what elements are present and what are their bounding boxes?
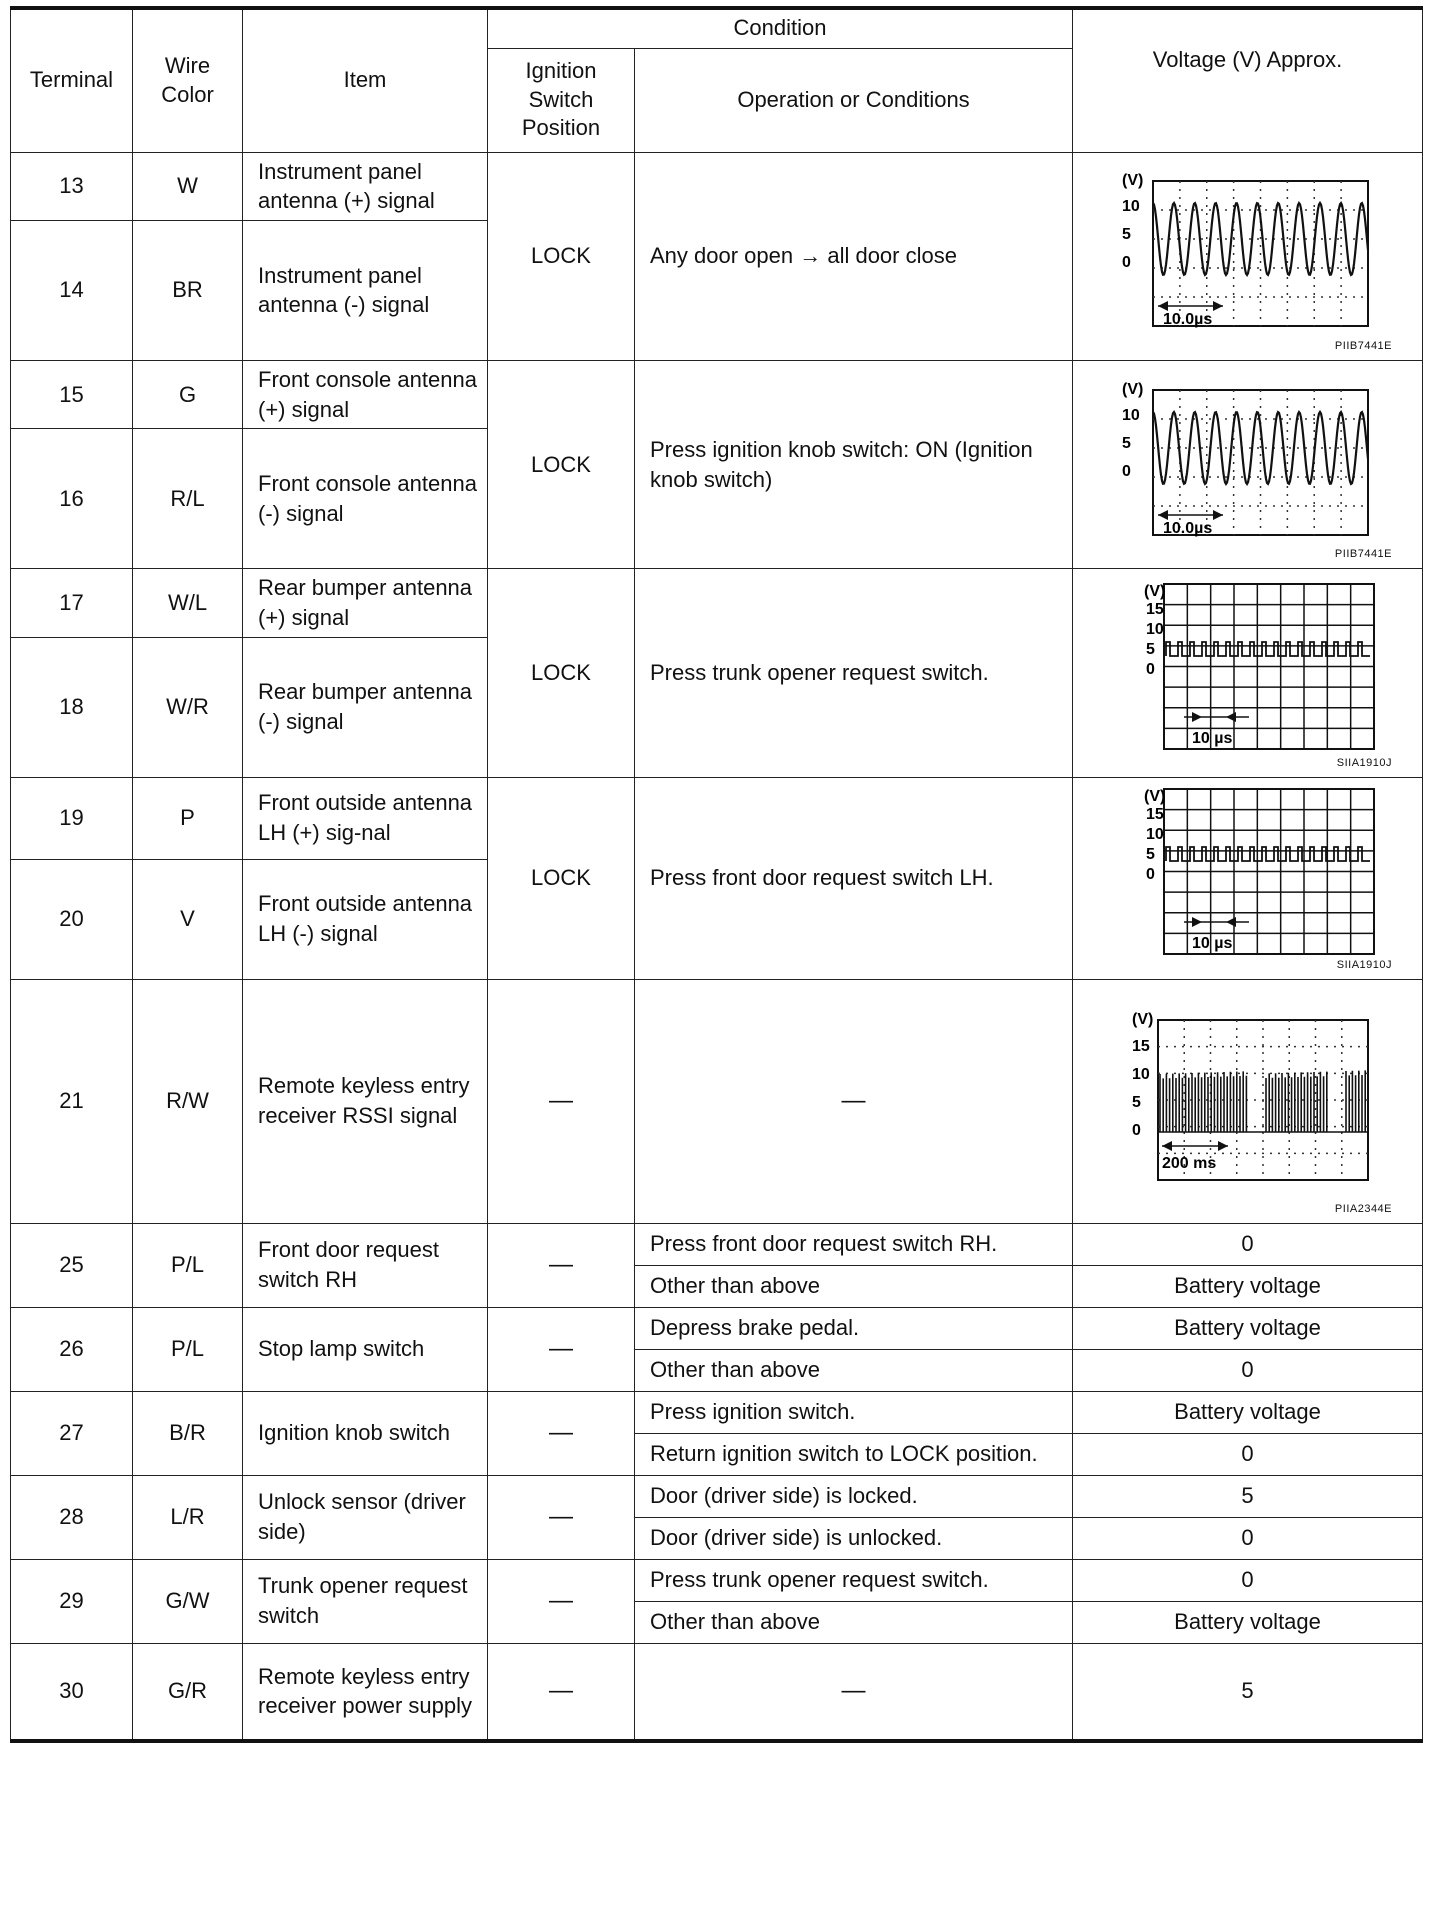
table-row [11, 1307, 1423, 1349]
wire-color-cell: P/L [133, 1307, 243, 1391]
operation-cell: — [635, 1643, 1073, 1741]
voltage-cell: 0 [1073, 1433, 1423, 1475]
header-item: Item [243, 8, 488, 152]
table-row [11, 777, 1423, 859]
tick-label: 5 [1131, 1094, 1141, 1112]
table-body [11, 152, 1423, 1741]
table-row [11, 1391, 1423, 1433]
tick-label: 15 [1145, 600, 1164, 618]
operation-cell: Return ignition switch to LOCK position. [635, 1433, 1073, 1475]
tick-label: 10 [1131, 1066, 1150, 1084]
signal-trace [1166, 642, 1370, 656]
table-row [11, 1475, 1423, 1517]
operation-cell: Any door open → all door close [635, 152, 1073, 360]
ignition-cell: — [488, 1391, 635, 1475]
tick-label: 10 [1145, 826, 1164, 844]
voltage-cell: Battery voltage [1073, 1265, 1423, 1307]
signal-trace [1166, 847, 1370, 861]
item-cell: Front outside antenna LH (-) signal [243, 859, 488, 979]
ignition-cell: LOCK [488, 777, 635, 979]
wire-color-cell: W/L [133, 569, 243, 637]
terminal-cell: 16 [11, 429, 133, 569]
tick-label: 15 [1145, 806, 1164, 824]
item-cell: Rear bumper antenna (-) signal [243, 637, 488, 777]
wire-color-cell: W [133, 152, 243, 220]
time-division-label: 10 µs [1191, 935, 1232, 953]
time-division-label: 10.0µs [1162, 311, 1212, 329]
item-cell: Unlock sensor (driver side) [243, 1475, 488, 1559]
operation-cell: Press trunk opener request switch. [635, 1559, 1073, 1601]
operation-cell: Press ignition switch. [635, 1391, 1073, 1433]
terminal-cell: 20 [11, 859, 133, 979]
header-wire-color: Wire Color [133, 8, 243, 152]
ignition-cell: LOCK [488, 569, 635, 777]
terminal-cell: 27 [11, 1391, 133, 1475]
time-division-label: 200 ms [1161, 1155, 1216, 1173]
ignition-cell: — [488, 1643, 635, 1741]
terminal-cell: 21 [11, 979, 133, 1223]
wire-color-cell: G [133, 360, 243, 428]
wire-color-cell: R/W [133, 979, 243, 1223]
oscilloscope-waveform [1108, 783, 1388, 973]
oscilloscope-waveform [1108, 1006, 1388, 1196]
item-cell: Trunk opener request switch [243, 1559, 488, 1643]
terminal-cell: 13 [11, 152, 133, 220]
operation-cell: Press front door request switch RH. [635, 1223, 1073, 1265]
time-division-label: 10 µs [1191, 729, 1232, 747]
tick-label: 0 [1145, 660, 1155, 678]
tick-label: 5 [1145, 846, 1155, 864]
axis-unit-label: (V) [1143, 788, 1165, 806]
ignition-cell: — [488, 1307, 635, 1391]
operation-cell: Press ignition knob switch: ON (Ignition knob switch) [635, 360, 1073, 568]
table-row [11, 1223, 1423, 1265]
figure-code: PIIB7441E [1334, 548, 1393, 561]
item-cell: Front console antenna (+) signal [243, 360, 488, 428]
operation-cell: Door (driver side) is locked. [635, 1475, 1073, 1517]
terminal-cell: 19 [11, 777, 133, 859]
voltage-cell: 0 [1073, 1517, 1423, 1559]
terminal-cell: 18 [11, 637, 133, 777]
wire-color-cell: L/R [133, 1475, 243, 1559]
oscilloscope-waveform [1108, 161, 1388, 351]
terminal-cell: 28 [11, 1475, 133, 1559]
tick-label: 0 [1145, 866, 1155, 884]
ignition-cell: — [488, 1559, 635, 1643]
table-row [11, 979, 1423, 1223]
waveform-cell [1073, 569, 1423, 777]
ignition-cell: — [488, 1223, 635, 1307]
time-division-label: 10.0µs [1162, 519, 1212, 537]
terminal-cell: 14 [11, 220, 133, 360]
waveform-cell [1073, 777, 1423, 979]
voltage-cell: 0 [1073, 1349, 1423, 1391]
wire-color-cell: G/R [133, 1643, 243, 1741]
terminal-table [10, 6, 1423, 1743]
wire-color-cell: P/L [133, 1223, 243, 1307]
voltage-cell: 5 [1073, 1475, 1423, 1517]
table-row [11, 1643, 1423, 1741]
operation-cell: Press front door request switch LH. [635, 777, 1073, 979]
tick-label: 10 [1121, 198, 1140, 216]
ignition-cell: — [488, 1475, 635, 1559]
terminal-cell: 26 [11, 1307, 133, 1391]
figure-code: SIIA1910J [1336, 756, 1393, 769]
header-terminal: Terminal [11, 8, 133, 152]
axis-unit-label: (V) [1121, 172, 1143, 190]
tick-label: 5 [1121, 226, 1131, 244]
figure-code: PIIB7441E [1334, 339, 1393, 352]
voltage-cell: Battery voltage [1073, 1307, 1423, 1349]
operation-cell: Press trunk opener request switch. [635, 569, 1073, 777]
voltage-cell: Battery voltage [1073, 1601, 1423, 1643]
ignition-cell: — [488, 979, 635, 1223]
tick-label: 0 [1121, 462, 1131, 480]
operation-cell: Depress brake pedal. [635, 1307, 1073, 1349]
ignition-cell: LOCK [488, 360, 635, 568]
oscilloscope-waveform [1108, 578, 1388, 768]
waveform-cell [1073, 979, 1423, 1223]
terminal-cell: 29 [11, 1559, 133, 1643]
voltage-cell: 0 [1073, 1559, 1423, 1601]
tick-label: 10 [1121, 406, 1140, 424]
item-cell: Rear bumper antenna (+) signal [243, 569, 488, 637]
table-row [11, 569, 1423, 637]
figure-code: SIIA1910J [1336, 958, 1393, 971]
operation-cell: Door (driver side) is unlocked. [635, 1517, 1073, 1559]
voltage-cell: 5 [1073, 1643, 1423, 1741]
header-voltage: Voltage (V) Approx. [1073, 8, 1423, 152]
waveform-cell [1073, 360, 1423, 568]
tick-label: 15 [1131, 1038, 1150, 1056]
item-cell: Remote keyless entry receiver power supply [243, 1643, 488, 1741]
terminal-cell: 15 [11, 360, 133, 428]
table-row [11, 360, 1423, 428]
wire-color-cell: R/L [133, 429, 243, 569]
header-ignition: Ignition Switch Position [488, 48, 635, 152]
table-row [11, 1559, 1423, 1601]
wire-color-cell: V [133, 859, 243, 979]
item-cell: Front console antenna (-) signal [243, 429, 488, 569]
operation-cell: Other than above [635, 1349, 1073, 1391]
operation-cell: Other than above [635, 1601, 1073, 1643]
header-condition: Condition [488, 8, 1073, 48]
voltage-cell: 0 [1073, 1223, 1423, 1265]
wire-color-cell: P [133, 777, 243, 859]
item-cell: Remote keyless entry receiver RSSI signal [243, 979, 488, 1223]
item-cell: Ignition knob switch [243, 1391, 488, 1475]
tick-label: 5 [1145, 640, 1155, 658]
axis-unit-label: (V) [1131, 1011, 1153, 1029]
figure-code: PIIA2344E [1334, 1202, 1393, 1215]
terminal-cell: 17 [11, 569, 133, 637]
waveform-cell [1073, 152, 1423, 360]
wire-color-cell: B/R [133, 1391, 243, 1475]
wire-color-cell: G/W [133, 1559, 243, 1643]
item-cell: Instrument panel antenna (-) signal [243, 220, 488, 360]
terminal-cell: 25 [11, 1223, 133, 1307]
tick-label: 0 [1121, 254, 1131, 272]
voltage-cell: Battery voltage [1073, 1391, 1423, 1433]
item-cell: Instrument panel antenna (+) signal [243, 152, 488, 220]
axis-unit-label: (V) [1143, 582, 1165, 600]
oscilloscope-waveform [1108, 370, 1388, 560]
wire-color-cell: W/R [133, 637, 243, 777]
tick-label: 0 [1131, 1122, 1141, 1140]
header-operation: Operation or Conditions [635, 48, 1073, 152]
item-cell: Front outside antenna LH (+) sig-nal [243, 777, 488, 859]
item-cell: Stop lamp switch [243, 1307, 488, 1391]
tick-label: 10 [1145, 620, 1164, 638]
axis-unit-label: (V) [1121, 380, 1143, 398]
item-cell: Front door request switch RH [243, 1223, 488, 1307]
ignition-cell: LOCK [488, 152, 635, 360]
terminal-cell: 30 [11, 1643, 133, 1741]
wire-color-cell: BR [133, 220, 243, 360]
operation-cell: Other than above [635, 1265, 1073, 1307]
table-row [11, 152, 1423, 220]
operation-cell: — [635, 979, 1073, 1223]
tick-label: 5 [1121, 434, 1131, 452]
